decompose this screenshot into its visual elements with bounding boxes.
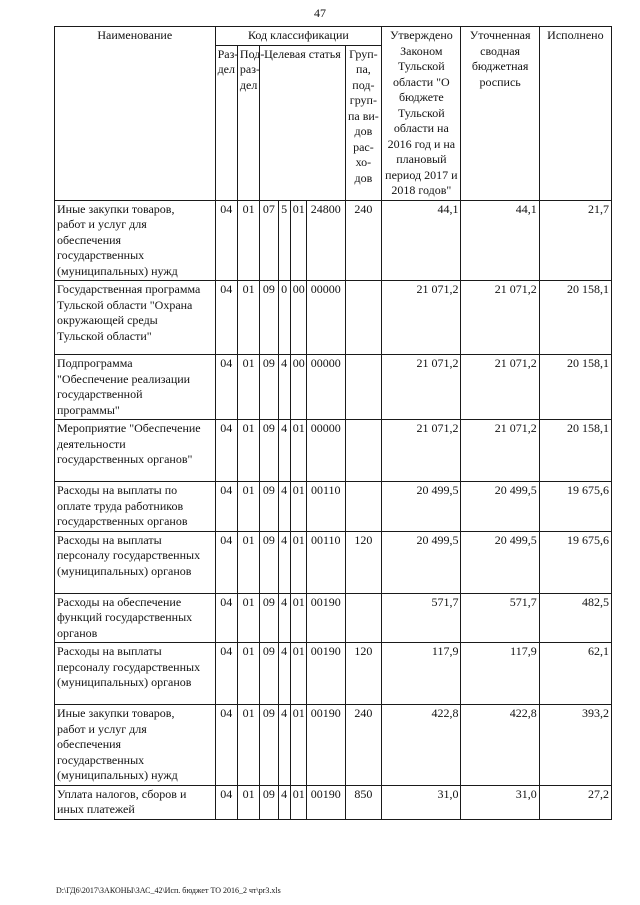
row-name: Иные закупки товаров, работ и услуг для обеспечения государственных (муниципальных) нужд bbox=[55, 705, 216, 786]
row-approved: 21 071,2 bbox=[382, 420, 461, 482]
header-refined: Уточненная сводная бюджетная роспись bbox=[461, 27, 539, 201]
row-section: 04 bbox=[215, 531, 237, 593]
budget-table bbox=[54, 26, 612, 820]
row-approved: 21 071,2 bbox=[382, 281, 461, 355]
row-expense-type: 240 bbox=[345, 200, 382, 281]
header-name: Наименование bbox=[55, 27, 216, 201]
table-row bbox=[55, 482, 612, 532]
row-section: 04 bbox=[215, 643, 237, 705]
row-target-event: 01 bbox=[290, 705, 306, 786]
row-subsection: 01 bbox=[237, 531, 259, 593]
row-target-direction: 00000 bbox=[306, 420, 345, 482]
row-refined: 21 071,2 bbox=[461, 355, 539, 420]
row-target-program: 07 bbox=[260, 200, 278, 281]
row-name: Расходы на обеспечение функций государственных органов bbox=[55, 593, 216, 643]
row-refined: 21 071,2 bbox=[461, 281, 539, 355]
row-target-program: 09 bbox=[260, 281, 278, 355]
row-target-event: 00 bbox=[290, 355, 306, 420]
header-code-group: Код классификации bbox=[215, 27, 382, 46]
row-section: 04 bbox=[215, 482, 237, 532]
row-target-program: 09 bbox=[260, 593, 278, 643]
row-target-event: 01 bbox=[290, 785, 306, 819]
row-executed: 20 158,1 bbox=[539, 420, 611, 482]
table-row bbox=[55, 785, 612, 819]
row-target-direction: 00190 bbox=[306, 705, 345, 786]
row-target-program: 09 bbox=[260, 355, 278, 420]
row-target-subprogram: 4 bbox=[278, 482, 290, 532]
row-expense-type bbox=[345, 281, 382, 355]
file-path: D:\ГД6\2017\ЗАКОНЫ\ЗАС_42\Исп. бюджет ТО 2016_2 чт\pr3.xls bbox=[56, 886, 281, 895]
table-row bbox=[55, 593, 612, 643]
row-executed: 19 675,6 bbox=[539, 531, 611, 593]
row-target-program: 09 bbox=[260, 482, 278, 532]
row-section: 04 bbox=[215, 200, 237, 281]
row-target-event: 00 bbox=[290, 281, 306, 355]
row-refined: 422,8 bbox=[461, 705, 539, 786]
row-section: 04 bbox=[215, 420, 237, 482]
row-target-subprogram: 4 bbox=[278, 355, 290, 420]
row-refined: 31,0 bbox=[461, 785, 539, 819]
row-executed: 19 675,6 bbox=[539, 482, 611, 532]
row-expense-type bbox=[345, 355, 382, 420]
row-target-subprogram: 4 bbox=[278, 531, 290, 593]
page-number: 47 bbox=[314, 6, 326, 20]
row-subsection: 01 bbox=[237, 643, 259, 705]
row-target-program: 09 bbox=[260, 531, 278, 593]
row-subsection: 01 bbox=[237, 482, 259, 532]
row-refined: 117,9 bbox=[461, 643, 539, 705]
header-target-article: Целевая статья bbox=[260, 45, 345, 200]
row-target-subprogram: 4 bbox=[278, 593, 290, 643]
row-section: 04 bbox=[215, 355, 237, 420]
header-executed: Исполнено bbox=[539, 27, 611, 201]
table-row bbox=[55, 355, 612, 420]
row-subsection: 01 bbox=[237, 200, 259, 281]
row-target-subprogram: 5 bbox=[278, 200, 290, 281]
row-refined: 21 071,2 bbox=[461, 420, 539, 482]
row-target-subprogram: 0 bbox=[278, 281, 290, 355]
row-target-subprogram: 4 bbox=[278, 420, 290, 482]
row-approved: 21 071,2 bbox=[382, 355, 461, 420]
row-expense-type bbox=[345, 593, 382, 643]
row-target-direction: 00190 bbox=[306, 593, 345, 643]
table-row bbox=[55, 281, 612, 355]
row-executed: 393,2 bbox=[539, 705, 611, 786]
row-approved: 20 499,5 bbox=[382, 531, 461, 593]
row-subsection: 01 bbox=[237, 705, 259, 786]
row-target-subprogram: 4 bbox=[278, 705, 290, 786]
row-expense-type: 850 bbox=[345, 785, 382, 819]
header-subsection: Под- раз- дел bbox=[237, 45, 259, 200]
row-name: Иные закупки товаров, работ и услуг для обеспечения государственных (муниципальных) нужд bbox=[55, 200, 216, 281]
row-refined: 44,1 bbox=[461, 200, 539, 281]
row-section: 04 bbox=[215, 785, 237, 819]
row-expense-type: 120 bbox=[345, 643, 382, 705]
row-approved: 571,7 bbox=[382, 593, 461, 643]
row-subsection: 01 bbox=[237, 785, 259, 819]
table-row bbox=[55, 420, 612, 482]
row-section: 04 bbox=[215, 705, 237, 786]
row-target-direction: 24800 bbox=[306, 200, 345, 281]
row-subsection: 01 bbox=[237, 281, 259, 355]
row-expense-type: 120 bbox=[345, 531, 382, 593]
header-section: Раз- дел bbox=[215, 45, 237, 200]
row-executed: 20 158,1 bbox=[539, 355, 611, 420]
row-target-direction: 00110 bbox=[306, 482, 345, 532]
row-expense-type bbox=[345, 420, 382, 482]
table-row bbox=[55, 531, 612, 593]
row-name: Подпрограмма "Обеспечение реализации государственной программы" bbox=[55, 355, 216, 420]
row-target-event: 01 bbox=[290, 420, 306, 482]
row-target-program: 09 bbox=[260, 785, 278, 819]
row-expense-type bbox=[345, 482, 382, 532]
row-target-direction: 00110 bbox=[306, 531, 345, 593]
row-target-event: 01 bbox=[290, 531, 306, 593]
row-approved: 117,9 bbox=[382, 643, 461, 705]
row-target-event: 01 bbox=[290, 643, 306, 705]
row-name: Государственная программа Тульской области "Охрана окружающей среды Тульской области" bbox=[55, 281, 216, 355]
row-executed: 27,2 bbox=[539, 785, 611, 819]
row-target-program: 09 bbox=[260, 705, 278, 786]
row-target-program: 09 bbox=[260, 420, 278, 482]
row-subsection: 01 bbox=[237, 593, 259, 643]
row-name: Расходы на выплаты персоналу государственных (муниципальных) органов bbox=[55, 531, 216, 593]
row-executed: 21,7 bbox=[539, 200, 611, 281]
row-refined: 571,7 bbox=[461, 593, 539, 643]
row-section: 04 bbox=[215, 593, 237, 643]
row-section: 04 bbox=[215, 281, 237, 355]
row-target-program: 09 bbox=[260, 643, 278, 705]
row-executed: 62,1 bbox=[539, 643, 611, 705]
row-name: Уплата налогов, сборов и иных платежей bbox=[55, 785, 216, 819]
row-subsection: 01 bbox=[237, 420, 259, 482]
header-approved: Утверждено Законом Тульской области "О бюджете Тульской области на 2016 год и на плановый период 2017 и 2018 годов" bbox=[382, 27, 461, 201]
row-approved: 422,8 bbox=[382, 705, 461, 786]
row-approved: 31,0 bbox=[382, 785, 461, 819]
row-target-direction: 00190 bbox=[306, 643, 345, 705]
row-refined: 20 499,5 bbox=[461, 531, 539, 593]
row-target-subprogram: 4 bbox=[278, 785, 290, 819]
row-executed: 20 158,1 bbox=[539, 281, 611, 355]
table-row bbox=[55, 200, 612, 281]
table-row bbox=[55, 705, 612, 786]
header-expense-group: Груп- па, под- груп- па ви- дов рас- хо- дов bbox=[345, 45, 382, 200]
row-name: Расходы на выплаты по оплате труда работников государственных органов bbox=[55, 482, 216, 532]
row-refined: 20 499,5 bbox=[461, 482, 539, 532]
row-target-direction: 00190 bbox=[306, 785, 345, 819]
row-target-event: 01 bbox=[290, 200, 306, 281]
table-row bbox=[55, 643, 612, 705]
row-target-event: 01 bbox=[290, 482, 306, 532]
row-target-direction: 00000 bbox=[306, 355, 345, 420]
row-approved: 20 499,5 bbox=[382, 482, 461, 532]
row-target-direction: 00000 bbox=[306, 281, 345, 355]
row-target-event: 01 bbox=[290, 593, 306, 643]
row-executed: 482,5 bbox=[539, 593, 611, 643]
row-expense-type: 240 bbox=[345, 705, 382, 786]
row-subsection: 01 bbox=[237, 355, 259, 420]
row-name: Мероприятие "Обеспечение деятельности государственных органов" bbox=[55, 420, 216, 482]
row-target-subprogram: 4 bbox=[278, 643, 290, 705]
row-name: Расходы на выплаты персоналу государственных (муниципальных) органов bbox=[55, 643, 216, 705]
row-approved: 44,1 bbox=[382, 200, 461, 281]
